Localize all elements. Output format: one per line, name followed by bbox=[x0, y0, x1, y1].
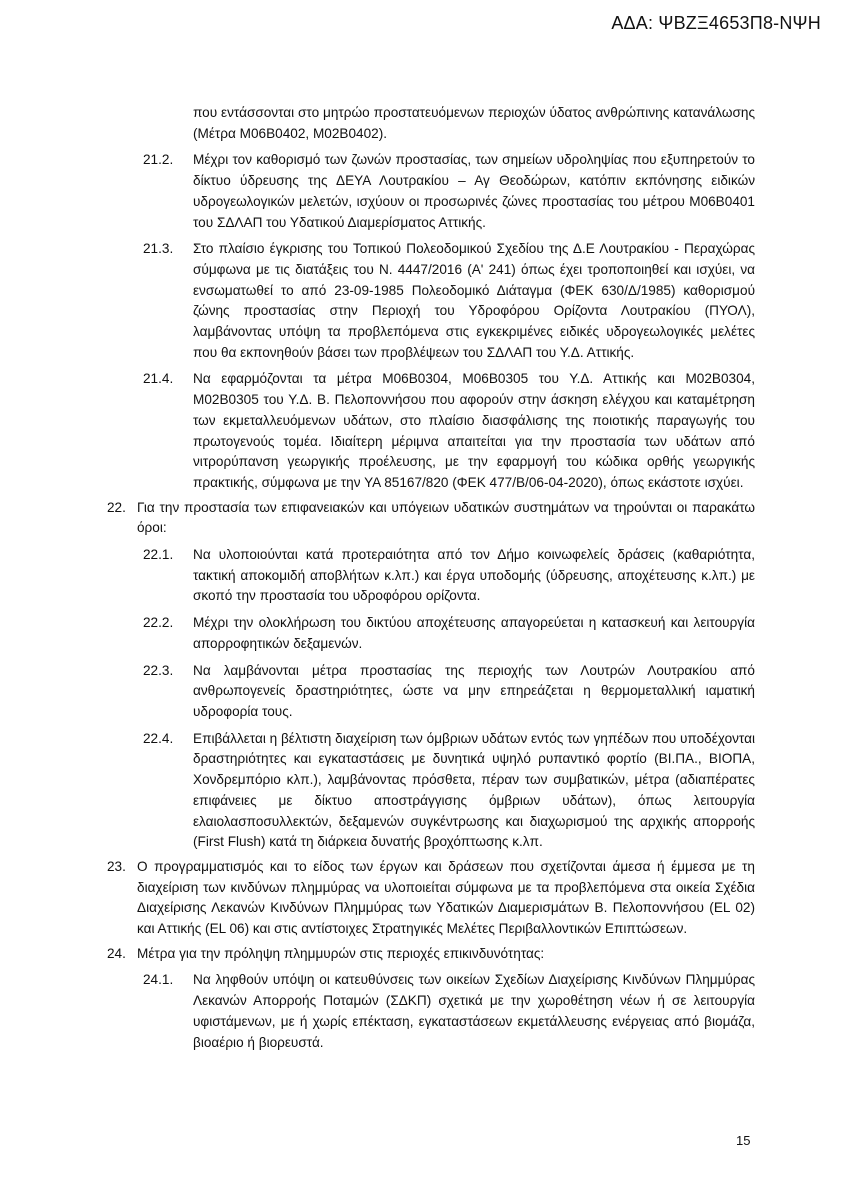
clause-number: 21.3. bbox=[143, 241, 174, 257]
clause-22-2 bbox=[143, 613, 755, 654]
clause-text: Να ληφθούν υπόψη οι κατευθύνσεις των οικείων Σχεδίων Διαχείρισης Κινδύνων Πλημμύρας Λεκανών Απορροής Ποταμών (ΣΔΚΠ) σχετικά με την χωροθέτηση νέων ή σε λειτουργία υφιστάμενων, με ή χωρίς επέκταση, εγκαταστάσεων εκμετάλλευσης ενέργειας από βιομάζα, βιοαέριο ή βιορευστά. bbox=[193, 972, 755, 1050]
clause-22-3 bbox=[143, 661, 755, 723]
clause-text: Ο προγραμματισμός και το είδος των έργων και δράσεων που σχετίζονται άμεσα ή έμμεσα με τη διαχείριση των κινδύνων πλημμύρας να υλοποιείται σύμφωνα με τα προβλεπόμενα στα οικεία Σχέδια Διαχείρισης Λεκανών Κινδύνων Πλημμύρας των Υδατικών Διαμερισμάτων Β. Πελοποννήσου (EL 02) και Αττικής (EL 06) και στις αντίστοιχες Στρατηγικές Μελέτες Περιβαλλοντικών Επιπτώσεων. bbox=[137, 858, 755, 937]
clause-text: Στο πλαίσιο έγκρισης του Τοπικού Πολεοδομικού Σχεδίου της Δ.Ε Λουτρακίου - Περαχώρας σύμφωνα με τις διατάξεις του Ν. 4447/2016 (Α' 241) όπως έχει τροποποιηθεί και ισχύει, να ενσωματωθεί το από 23-09-1985 Πολεοδομικό Διάταγμα (ΦΕΚ 630/Δ/1985) καθορισμού ζώνης προστασίας στην Περιοχή του Υδροφόρου Ορίζοντα Λουτρακίου (ΠΥΟΛ), λαμβάνοντας υπόψη τα προβλεπόμενα στις εγκεκριμένες ειδικές υδρογεωλογικές μελέτες που θα εκπονηθούν βάσει των προβλέψεων του ΣΔΛΑΠ του Υ.Δ. Αττικής. bbox=[193, 241, 755, 360]
continuation-paragraph: που εντάσσονται στο μητρώο προστατευόμενων περιοχών ύδατος ανθρώπινης κατανάλωσης (Μέτρα Μ06Β0402, Μ02Β0402). bbox=[193, 105, 755, 141]
clause-24-1 bbox=[143, 970, 755, 1053]
clause-21-4 bbox=[143, 369, 755, 493]
clause-21-3 bbox=[143, 239, 755, 363]
page-number: 15 bbox=[736, 1133, 751, 1148]
clause-number: 22.3. bbox=[143, 662, 174, 678]
clause-number: 24. bbox=[107, 945, 126, 961]
clause-22-1 bbox=[143, 545, 755, 607]
ada-code: ΑΔΑ: ΨΒΖΞ4653Π8-ΝΨΗ bbox=[611, 13, 821, 33]
clause-23 bbox=[107, 857, 755, 940]
clause-text: Μέχρι την ολοκλήρωση του δικτύου αποχέτευσης απαγορεύεται η κατασκευή και λειτουργία απορροφητικών δεξαμενών. bbox=[193, 615, 755, 651]
clause-22 bbox=[107, 498, 755, 539]
clause-text: Μέχρι τον καθορισμό των ζωνών προστασίας, των σημείων υδροληψίας που εξυπηρετούν το δίκτυο ύδρευσης της ΔΕΥΑ Λουτρακίου – Αγ Θεοδώρων, κατόπιν εκπόνησης ειδικών υδρογεωλογικών μελετών, ισχύουν οι προσωρινές ζώνες προστασίας του μέτρου Μ06Β0401 του ΣΔΛΑΠ του Υδατικού Διαμερίσματος Αττικής. bbox=[193, 152, 755, 230]
clause-text: Μέτρα για την πρόληψη πλημμυρών στις περιοχές επικινδυνότητας: bbox=[137, 945, 545, 961]
clause-text: Να υλοποιούνται κατά προτεραιότητα από τον Δήμο κοινωφελείς δράσεις (καθαριότητα, τακτική αποκομιδή αποβλήτων κ.λπ.) και έργα υποδομής (ύδρευσης, αποχέτευσης κ.λπ.) με σκοπό την προστασία του υδροφόρου ορίζοντα. bbox=[193, 547, 755, 604]
clause-text: Να λαμβάνονται μέτρα προστασίας της περιοχής των Λουτρών Λουτρακίου από ανθρωπογενείς δραστηριότητες, ώστε να μην επηρεάζεται η θερμομεταλλική ιαματική υδροφορία τους. bbox=[193, 662, 755, 719]
clause-number: 21.4. bbox=[143, 371, 174, 387]
clause-text: Για την προστασία των επιφανειακών και υπόγειων υδατικών συστημάτων να τηρούνται οι παρακάτω όροι: bbox=[137, 499, 755, 536]
clause-24 bbox=[107, 944, 755, 965]
clause-number: 22.4. bbox=[143, 730, 174, 746]
clause-21-2 bbox=[143, 150, 755, 233]
clause-number: 21.2. bbox=[143, 152, 174, 168]
document-body bbox=[0, 103, 849, 1053]
clause-number: 22.1. bbox=[143, 547, 174, 563]
clause-number: 22.2. bbox=[143, 615, 174, 631]
clause-text: Να εφαρμόζονται τα μέτρα Μ06Β0304, Μ06Β0305 του Υ.Δ. Αττικής και Μ02Β0304, Μ02Β0305 του Υ.Δ. Β. Πελοποννήσου που αφορούν στην άσκηση ελέγχου και καταμέτρηση των εκμεταλλευόμενων υδάτων, στο πλαίσιο διασφάλισης της ποιοτικής παραγωγής του πρωτογενούς τομέα. Ιδιαίτερη μέριμνα απαιτείται για την προστασία των υδάτων από νιτρορύπανση γεωργικής προέλευσης, με την εφαρμογή του κώδικα ορθής γεωργικής πρακτικής, σύμφωνα με την ΥΑ 85167/820 (ΦΕΚ 477/Β/06-04-2020), όπως εκάστοτε ισχύει. bbox=[193, 371, 755, 490]
clause-text: Επιβάλλεται η βέλτιστη διαχείριση των όμβριων υδάτων εντός των γηπέδων που υποδέχονται δραστηριότητες και εγκαταστάσεις με δυνητικά υψηλό ρυπαντικό φορτίο (ΒΙ.ΠΑ., ΒΙΟΠΑ, Χονδρεμπόριο κλπ.), λαμβάνοντας πρόσθετα, πέραν των συμβατικών, μέτρα (αδιαπέρατες επιφάνειες με δίκτυο αποστράγγισης όμβριων υδάτων), όπως λειτουργία ελαιολασποσυλλεκτών, δεξαμενών συγκέντρωσης και διαχωρισμού της αρχικής απορροής (First Flush) κατά τη διάρκεια δυνατής βροχόπτωσης κ.λπ. bbox=[193, 730, 755, 850]
clause-number: 24.1. bbox=[143, 972, 174, 988]
clause-number: 23. bbox=[107, 858, 126, 874]
clause-22-4 bbox=[143, 729, 755, 853]
clause-number: 22. bbox=[107, 499, 126, 515]
